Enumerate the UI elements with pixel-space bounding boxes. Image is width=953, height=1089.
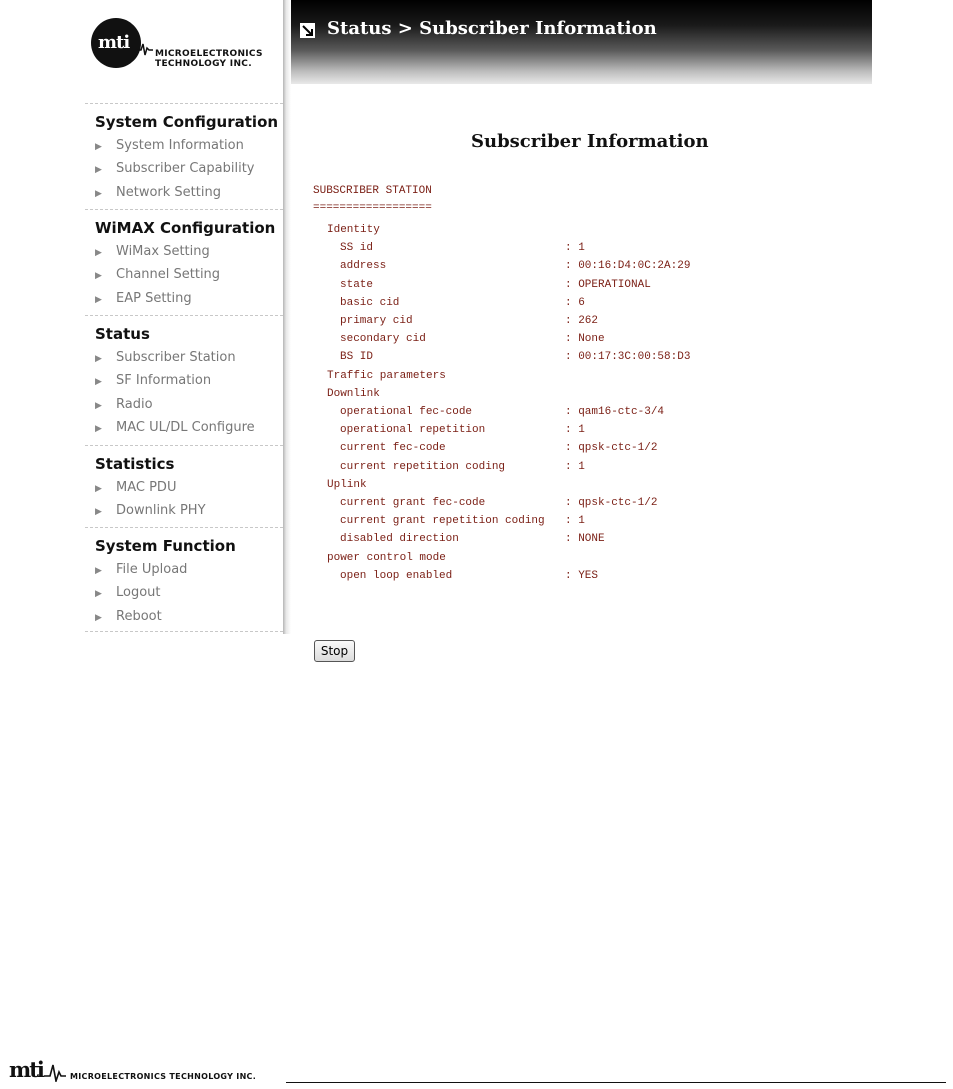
chevron-right-icon: ▶ bbox=[95, 165, 102, 176]
breadcrumb: Status > Subscriber Information bbox=[327, 18, 657, 39]
field-label: address bbox=[340, 260, 387, 273]
nav-section-title: System Configuration bbox=[95, 113, 279, 131]
field-value: : None bbox=[565, 333, 605, 346]
field-value: : qpsk-ctc-1/2 bbox=[565, 497, 658, 509]
company-logo bbox=[77, 0, 283, 102]
nav-item-eap-setting[interactable] bbox=[95, 291, 192, 306]
field-label: disabled direction bbox=[340, 533, 459, 546]
nav-divider bbox=[85, 527, 283, 528]
nav-item-label: File Upload bbox=[116, 562, 188, 577]
field-label: state bbox=[340, 278, 374, 291]
nav-item-subscriber-station[interactable] bbox=[95, 350, 236, 365]
logo-line2: TECHNOLOGY INC. bbox=[155, 59, 252, 69]
field-label: BS ID bbox=[340, 351, 374, 364]
field-label: Uplink bbox=[327, 478, 367, 491]
sidebar-nav bbox=[77, 0, 283, 634]
nav-item-network-setting[interactable] bbox=[95, 185, 221, 200]
nav-item-subscriber-capability[interactable] bbox=[95, 161, 255, 176]
field-label: SS id bbox=[340, 242, 374, 255]
block-rule: ================== bbox=[313, 202, 432, 214]
logo-mark bbox=[91, 18, 141, 68]
nav-divider bbox=[85, 103, 283, 104]
nav-section-title: System Function bbox=[95, 537, 236, 555]
field-label: operational repetition bbox=[340, 424, 486, 437]
nav-item-label: EAP Setting bbox=[116, 290, 192, 306]
field-value: : qam16-ctc-3/4 bbox=[565, 406, 665, 418]
field-value: : qpsk-ctc-1/2 bbox=[565, 442, 658, 455]
nav-divider bbox=[85, 631, 283, 632]
field-label: power control mode bbox=[327, 551, 446, 564]
chevron-right-icon: ▶ bbox=[95, 612, 102, 623]
nav-item-label: Downlink PHY bbox=[116, 503, 206, 519]
field-label: primary cid bbox=[340, 315, 413, 327]
logo-line1: MICROELECTRONICS bbox=[155, 49, 263, 59]
nav-item-label: System Information bbox=[116, 138, 244, 153]
field-label: current grant fec-code bbox=[340, 497, 486, 509]
field-label: current repetition coding bbox=[340, 460, 506, 473]
nav-item-wimax-setting[interactable] bbox=[95, 244, 210, 259]
nav-divider bbox=[85, 315, 283, 316]
nav-item-logout[interactable] bbox=[95, 585, 161, 600]
chevron-right-icon: ▶ bbox=[95, 507, 102, 518]
field-label: open loop enabled bbox=[340, 569, 453, 582]
nav-item-mac-pdu[interactable] bbox=[95, 480, 176, 495]
chevron-right-icon: ▶ bbox=[95, 271, 102, 282]
nav-section-title: Statistics bbox=[95, 455, 175, 473]
nav-item-label: Network Setting bbox=[116, 184, 221, 200]
nav-item-label: MAC PDU bbox=[116, 480, 177, 495]
field-label: basic cid bbox=[340, 296, 400, 309]
chevron-right-icon: ▶ bbox=[95, 354, 102, 364]
field-value: : NONE bbox=[565, 533, 605, 546]
chevron-right-icon: ▶ bbox=[95, 484, 102, 494]
field-label: Downlink bbox=[327, 387, 380, 400]
nav-item-label: Channel Setting bbox=[116, 267, 221, 283]
nav-item-label: Subscriber Capability bbox=[116, 161, 255, 177]
nav-item-label: Reboot bbox=[116, 608, 162, 624]
field-value: : 6 bbox=[565, 296, 585, 309]
nav-item-mac-ul-dl-configure[interactable] bbox=[95, 420, 255, 435]
chevron-right-icon: ▶ bbox=[95, 566, 102, 576]
nav-section-title: WiMAX Configuration bbox=[95, 219, 276, 237]
field-value: : 1 bbox=[565, 424, 585, 437]
nav-item-label: Subscriber Station bbox=[116, 350, 236, 365]
chevron-right-icon: ▶ bbox=[95, 423, 102, 434]
chevron-right-icon: ▶ bbox=[95, 589, 102, 600]
chevron-right-icon: ▶ bbox=[95, 248, 102, 258]
nav-item-label: Logout bbox=[116, 585, 161, 601]
footer-logo bbox=[9, 1055, 47, 1082]
nav-item-file-upload[interactable] bbox=[95, 562, 187, 577]
footer-wave-icon bbox=[44, 1062, 66, 1082]
field-value: : 262 bbox=[565, 315, 599, 327]
sidebar-divider bbox=[283, 0, 291, 634]
chevron-right-icon: ▶ bbox=[95, 142, 102, 152]
footer-rule bbox=[286, 1082, 946, 1083]
arrow-icon bbox=[300, 23, 315, 38]
chevron-right-icon: ▶ bbox=[95, 294, 102, 305]
footer-company-name: MICROELECTRONICS TECHNOLOGY INC. bbox=[70, 1072, 257, 1081]
footer-logo-mark: mti bbox=[9, 1057, 43, 1082]
page-header bbox=[291, 0, 872, 84]
nav-item-radio[interactable] bbox=[95, 397, 153, 412]
field-value: : 1 bbox=[565, 515, 585, 528]
nav-item-downlink-phy[interactable] bbox=[95, 503, 206, 518]
nav-item-system-information[interactable] bbox=[95, 138, 244, 153]
nav-item-label: MAC UL/DL Configure bbox=[116, 419, 255, 435]
field-value: : 1 bbox=[565, 242, 585, 255]
page-title: Subscriber Information bbox=[471, 131, 709, 152]
field-value: : YES bbox=[565, 569, 599, 582]
logo-mark-text: mti bbox=[98, 32, 130, 53]
chevron-right-icon: ▶ bbox=[95, 188, 102, 199]
nav-item-sf-information[interactable] bbox=[95, 373, 211, 388]
nav-section-title: Status bbox=[95, 325, 150, 343]
nav-item-label: SF Information bbox=[116, 373, 212, 389]
field-label: Traffic parameters bbox=[327, 369, 446, 382]
field-value: : 1 bbox=[565, 460, 585, 473]
field-value: : 00:17:3C:00:58:D3 bbox=[565, 351, 691, 364]
field-value: : 00:16:D4:0C:2A:29 bbox=[565, 260, 691, 273]
nav-divider bbox=[85, 445, 283, 446]
nav-item-reboot[interactable] bbox=[95, 609, 162, 624]
chevron-right-icon: ▶ bbox=[95, 377, 102, 388]
field-label: secondary cid bbox=[340, 333, 426, 346]
field-label: current grant repetition coding bbox=[340, 515, 545, 528]
field-label: current fec-code bbox=[340, 442, 446, 455]
field-value: : OPERATIONAL bbox=[565, 278, 651, 291]
field-label: Identity bbox=[327, 224, 380, 236]
nav-item-label: Radio bbox=[116, 396, 153, 412]
field-label: operational fec-code bbox=[340, 406, 473, 418]
nav-divider bbox=[85, 209, 283, 210]
nav-item-channel-setting[interactable] bbox=[95, 267, 220, 282]
logo-wave-icon bbox=[137, 42, 153, 56]
chevron-right-icon: ▶ bbox=[95, 400, 102, 411]
nav-item-label: WiMax Setting bbox=[116, 244, 210, 259]
block-title: SUBSCRIBER STATION bbox=[313, 185, 432, 197]
stop-button[interactable]: Stop bbox=[314, 640, 355, 662]
logo-text bbox=[155, 49, 263, 69]
